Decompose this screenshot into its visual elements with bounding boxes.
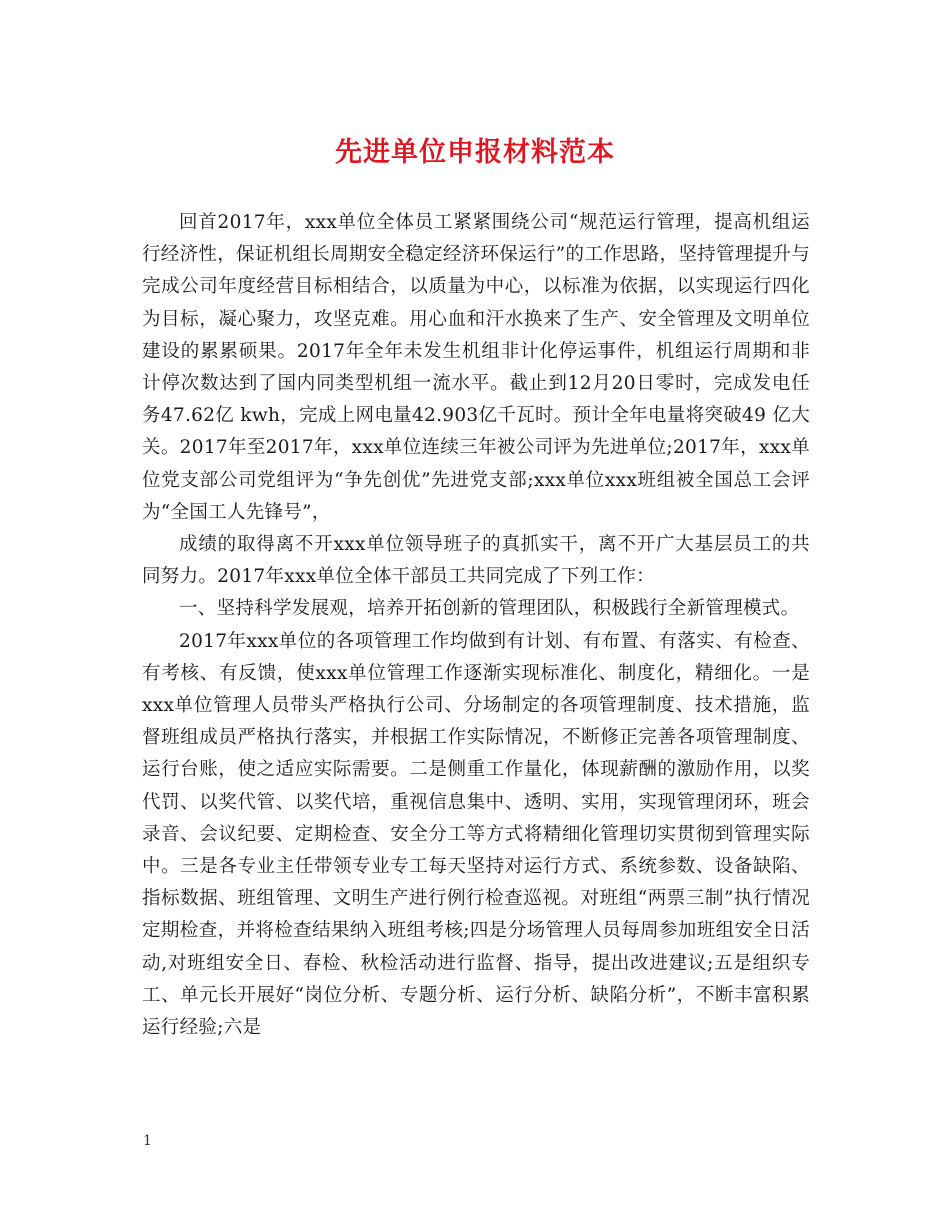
section-heading-1: 一、坚持科学发展观，培养开拓创新的管理团队，积极践行全新管理模式。 [179, 598, 800, 620]
paragraph-intro: 回首2017年，xxx单位全体员工紧紧围绕公司“规范运行管理，提高机组运行经济性，保证机组长周期安全稳定经济环保运行”的工作思路，坚持管理提升与完成公司年度经营目标相结合，以质量为中心，以标准为依据，以实现运行四化为目标，凝心聚力，攻坚克难。用心血和汗水换来了生产、安全管理及文明单位建设的累累硕果。2017年全年未发生机组非计化停运事件，机组运行周期和非计停次数达到了国内同类型机组一流水平。截止到12月20日零时，完成发电任务47.62亿 kwh，完成上网电量42.903亿千瓦时。预计全年电量将突破49 亿大关。2017年至2017年，xxx单位连续三年被公司评为先进单位;2017年，xxx单位党支部公司党组评为“争先创优”先进党支部;xxx单位xxx班组被全国总工会评为“全国工人先锋号”， [142, 212, 810, 523]
document-title: 先进单位申报材料范本 [335, 137, 615, 168]
paragraph-achievements: 成绩的取得离不开xxx单位领导班子的真抓实干，离不开广大基层员工的共同努力。2017年xxx单位全体干部员工共同完成了下列工作： [142, 534, 810, 588]
document-body [142, 207, 810, 1044]
paragraph-management: 2017年xxx单位的各项管理工作均做到有计划、有布置、有落实、有检查、有考核、有反馈，使xxx单位管理工作逐渐实现标准化、制度化，精细化。一是xxx单位管理人员带头严格执行公司、分场制定的各项管理制度、技术措施，监督班组成员严格执行落实，并根据工作实际情况，不断修正完善各项管理制度、运行台账，使之适应实际需要。二是侧重工作量化，体现薪酬的激励作用，以奖代罚、以奖代管、以奖代培，重视信息集中、透明、实用，实现管理闭环，班会录音、会议纪要、定期检查、安全分工等方式将精细化管理切实贯彻到管理实际中。三是各专业主任带领专业专工每天坚持对运行方式、系统参数、设备缺陷、指标数据、班组管理、文明生产进行例行检查巡视。对班组“两票三制”执行情况定期检查，并将检查结果纳入班组考核;四是分场管理人员每周参加班组安全日活动,对班组安全日、春检、秋检活动进行监督、指导，提出改进建议;五是组织专工、单元长开展好“岗位分析、专题分析、运行分析、缺陷分析”，不断丰富积累运行经验;六是 [142, 630, 810, 1039]
page-number: 1 [143, 1133, 152, 1149]
